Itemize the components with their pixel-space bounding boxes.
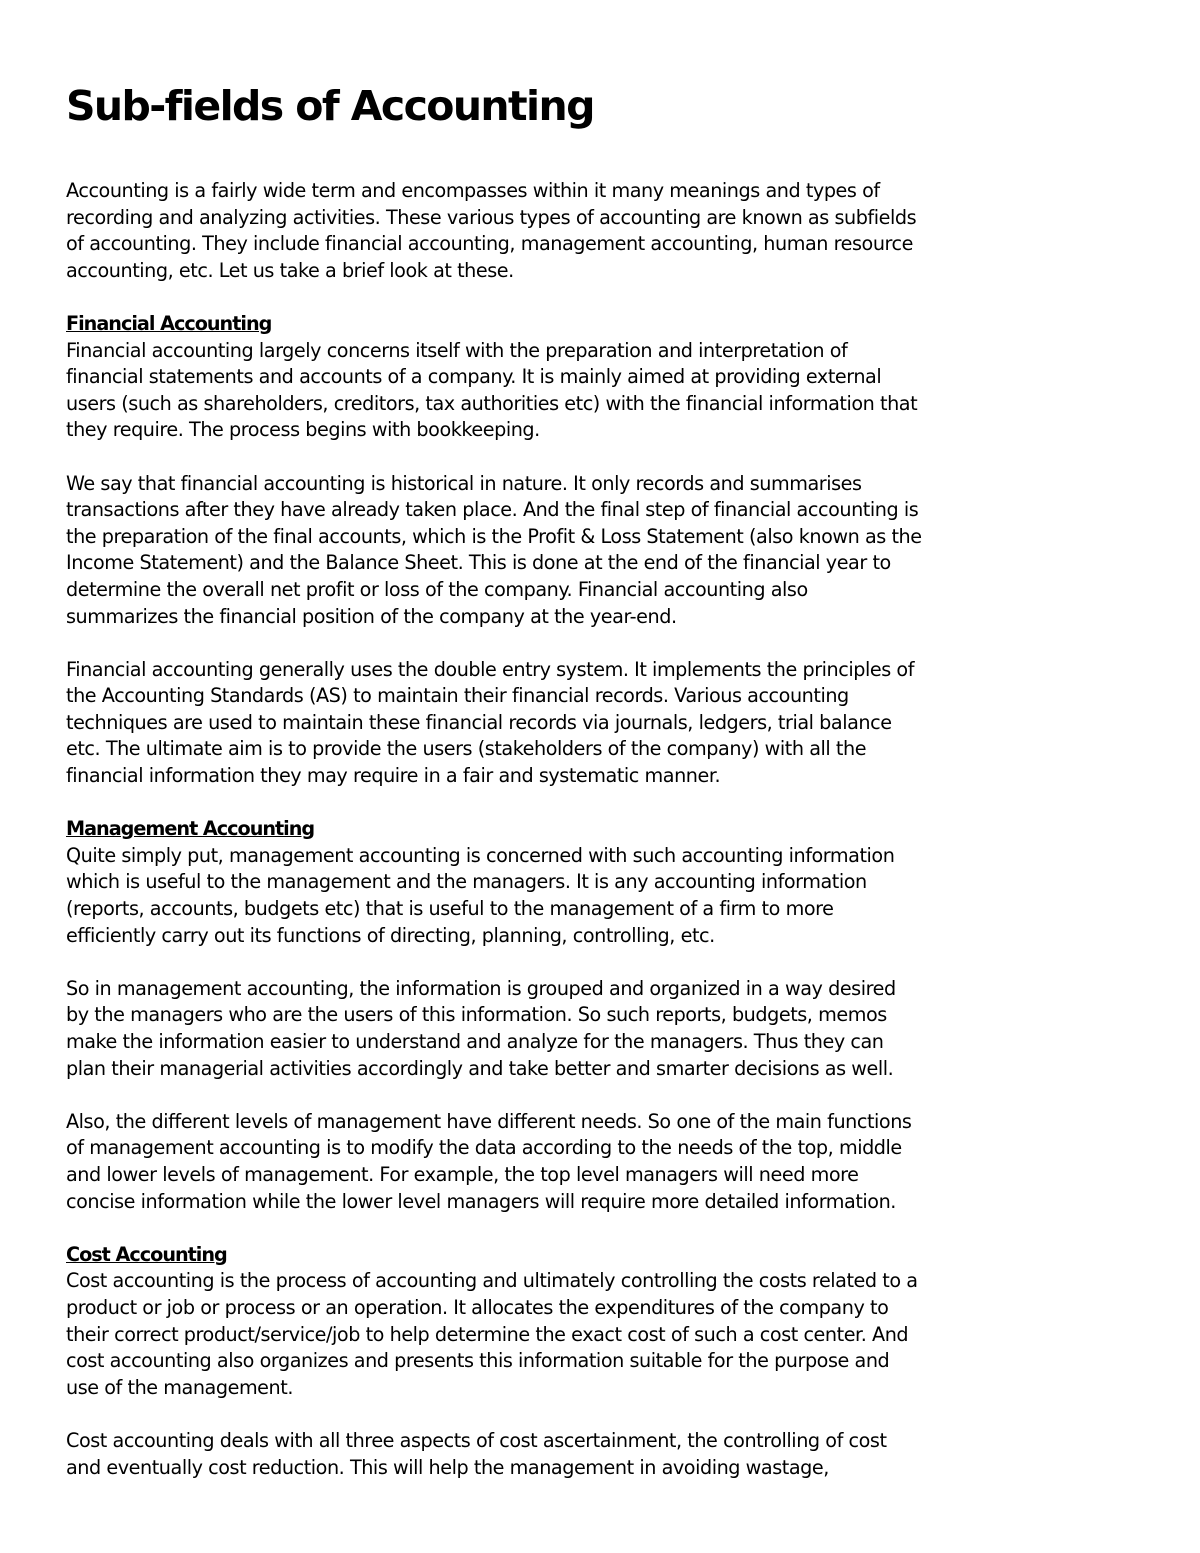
text-line: efficiently carry out its functions of directing, planning, controlling, etc. bbox=[66, 923, 715, 947]
text-line: financial statements and accounts of a company. It is mainly aimed at providing external bbox=[66, 365, 882, 389]
text-line: the preparation of the final accounts, which is the Profit & Loss Statement (also known as the bbox=[66, 524, 922, 548]
text-line: (reports, accounts, budgets etc) that is useful to the management of a firm to more bbox=[66, 897, 834, 921]
text-line: and lower levels of management. For example, the top level managers will need more bbox=[66, 1162, 859, 1186]
text-line: plan their managerial activities accordingly and take better and smarter decisions as well. bbox=[66, 1056, 894, 1080]
intro-paragraph bbox=[66, 178, 1066, 284]
text-line: So in management accounting, the information is grouped and organized in a way desired bbox=[66, 976, 896, 1000]
text-line: Quite simply put, management accounting is concerned with such accounting information bbox=[66, 843, 895, 867]
text-line: summarizes the financial position of the company at the year-end. bbox=[66, 604, 677, 628]
text-line: techniques are used to maintain these financial records via journals, ledgers, trial balance bbox=[66, 710, 892, 734]
text-line: concise information while the lower level managers will require more detailed information. bbox=[66, 1189, 896, 1213]
text-line: of accounting. They include financial accounting, management accounting, human resource bbox=[66, 232, 914, 256]
text-line: of management accounting is to modify the data according to the needs of the top, middle bbox=[66, 1136, 902, 1160]
text-line: recording and analyzing activities. These various types of accounting are known as subfields bbox=[66, 205, 917, 229]
section-heading-cost-accounting: Cost Accounting bbox=[66, 1242, 227, 1266]
paragraph-spacer bbox=[66, 1082, 1066, 1109]
section-heading-management-accounting: Management Accounting bbox=[66, 817, 315, 841]
text-line: Financial accounting generally uses the double entry system. It implements the principles of bbox=[66, 657, 915, 681]
cost-accounting-section bbox=[66, 1242, 1066, 1481]
financial-accounting-section bbox=[66, 311, 1066, 790]
text-line: they require. The process begins with bookkeeping. bbox=[66, 418, 540, 442]
page-title: Sub-fields of Accounting bbox=[66, 82, 594, 130]
text-line: Cost accounting deals with all three aspects of cost ascertainment, the controlling of cost bbox=[66, 1428, 887, 1452]
text-line: etc. The ultimate aim is to provide the users (stakeholders of the company) with all the bbox=[66, 737, 867, 761]
text-line: Accounting is a fairly wide term and encompasses within it many meanings and types of bbox=[66, 179, 880, 202]
text-line: product or job or process or an operation. It allocates the expenditures of the company to bbox=[66, 1295, 889, 1319]
text-line: and eventually cost reduction. This will help the management in avoiding wastage, bbox=[66, 1455, 829, 1479]
paragraph-spacer bbox=[66, 1215, 1066, 1242]
paragraph-spacer bbox=[66, 1401, 1066, 1428]
text-line: which is useful to the management and the managers. It is any accounting information bbox=[66, 870, 867, 894]
text-line: users (such as shareholders, creditors, tax authorities etc) with the financial information that bbox=[66, 391, 918, 415]
document-page bbox=[66, 78, 1066, 1481]
text-line: cost accounting also organizes and presents this information suitable for the purpose and bbox=[66, 1349, 890, 1373]
text-line: Cost accounting is the process of accounting and ultimately controlling the costs related to a bbox=[66, 1269, 918, 1293]
text-line: by the managers who are the users of this information. So such reports, budgets, memos bbox=[66, 1003, 887, 1027]
text-line: their correct product/service/job to help determine the exact cost of such a cost center. And bbox=[66, 1322, 909, 1346]
text-line: accounting, etc. Let us take a brief look at these. bbox=[66, 258, 514, 282]
paragraph-spacer bbox=[66, 284, 1066, 311]
paragraph-spacer bbox=[66, 790, 1066, 817]
text-line: transactions after they have already taken place. And the final step of financial accounting is bbox=[66, 498, 919, 522]
text-line: make the information easier to understand and analyze for the managers. Thus they can bbox=[66, 1030, 884, 1053]
paragraph-spacer bbox=[66, 949, 1066, 976]
management-accounting-section bbox=[66, 816, 1066, 1215]
section-heading-financial-accounting: Financial Accounting bbox=[66, 311, 272, 335]
text-line: determine the overall net profit or loss of the company. Financial accounting also bbox=[66, 577, 808, 601]
paragraph-spacer bbox=[66, 444, 1066, 471]
text-line: the Accounting Standards (AS) to maintain their financial records. Various accounting bbox=[66, 684, 849, 708]
text-line: Also, the different levels of management have different needs. So one of the main functions bbox=[66, 1109, 912, 1133]
paragraph-spacer bbox=[66, 630, 1066, 657]
text-line: financial information they may require in a fair and systematic manner. bbox=[66, 764, 721, 788]
text-line: We say that financial accounting is historical in nature. It only records and summarises bbox=[66, 471, 862, 495]
text-line: Financial accounting largely concerns itself with the preparation and interpretation of bbox=[66, 338, 848, 362]
text-line: use of the management. bbox=[66, 1375, 293, 1399]
text-line: Income Statement) and the Balance Sheet. This is done at the end of the financial year to bbox=[66, 551, 891, 575]
